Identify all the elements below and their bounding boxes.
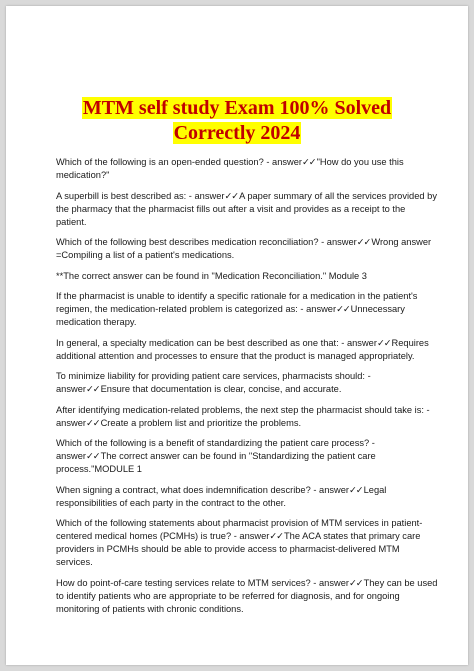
question-text: Which of the following best describes medication reconciliation? - answer (56, 237, 357, 247)
qa-item (56, 484, 438, 510)
answer-text: Create a problem list and prioritize the problems. (100, 417, 302, 428)
qa-item (56, 190, 438, 229)
question-text: How do point-of-care testing services relate to MTM services? - answer (56, 577, 349, 588)
checkmark-icon: ✓✓ (376, 337, 391, 348)
checkmark-icon: ✓✓ (85, 384, 100, 394)
answer-text: Requires additional attention and processes to ensure that the product is managed appropriately. (56, 337, 429, 361)
qa-item (56, 156, 438, 182)
checkmark-icon: ✓✓ (349, 484, 363, 495)
question-text: **The correct answer can be found in "Medication Reconciliation." Module 3 (56, 270, 367, 281)
title-line-2: Correctly 2024 (173, 122, 301, 144)
question-text: A superbill is best described as: - answer (56, 190, 225, 201)
question-text: To minimize liability for providing patient care services, pharmacists should: - answer (56, 371, 371, 394)
question-text: In general, a specialty medication can be best described as one that: - answer (56, 337, 377, 348)
checkmark-icon: ✓✓ (336, 304, 350, 314)
document-title (6, 96, 468, 146)
answer-text: A paper summary of all the services provided by the pharmacy that the pharmacist fills out after a visit and provides as a receipt to the patient. (56, 190, 437, 227)
question-text: When signing a contract, what does indemnification describe? - answer (56, 484, 350, 495)
question-text: If the pharmacist is unable to identify a specific rationale for a medication in the patient's regimen, the medication-related problem is categorized as: - answer (56, 291, 418, 314)
qa-item (56, 577, 438, 616)
question-text: Which of the following is an open-ended question? - answer (56, 157, 302, 167)
checkmark-icon: ✓✓ (224, 190, 239, 201)
checkmark-icon: ✓✓ (85, 451, 100, 461)
title-line-1: MTM self study Exam 100% Solved (82, 97, 392, 119)
qa-item (56, 370, 438, 396)
answer-text: The ACA states that primary care providers in PCMHs should be able to provide access to pharmacist-delivered MTM services. (56, 531, 421, 567)
answer-text: Legal responsibilities of each party in the contract to the other. (56, 484, 387, 508)
qa-item (56, 337, 438, 363)
checkmark-icon: ✓✓ (302, 157, 316, 167)
checkmark-icon: ✓✓ (85, 417, 100, 428)
answer-text: The correct answer can be found in "Standardizing the patient care process."MODULE 1 (56, 451, 376, 474)
qa-item (56, 290, 438, 329)
checkmark-icon: ✓✓ (269, 531, 283, 541)
answer-text: They can be used to identify patients who are appropriate to be referred for diagnosis, and for ongoing monitoring of patients with chronic conditions. (56, 577, 438, 614)
answer-text: Ensure that documentation is clear, concise, and accurate. (100, 384, 342, 394)
question-text: Which of the following statements about pharmacist provision of MTM services in patient-centered medical homes (PCMHs) is true? - answer (56, 518, 423, 541)
checkmark-icon: ✓✓ (356, 237, 371, 247)
checkmark-icon: ✓✓ (348, 577, 363, 588)
qa-item (56, 437, 438, 476)
qa-item (56, 404, 438, 430)
qa-item (56, 236, 438, 262)
qa-item (56, 517, 438, 569)
question-text: Which of the following is a benefit of standardizing the patient care process? - answer (56, 438, 375, 461)
question-text: After identifying medication-related problems, the next step the pharmacist should take is: - answer (56, 404, 430, 428)
answer-text: Unnecessary medication therapy. (56, 304, 405, 327)
answer-text: Wrong answer =Compiling a list of a patient's medications. (56, 237, 432, 260)
answer-text: "How do you use this medication?" (56, 157, 404, 180)
document-page (6, 6, 468, 665)
qa-item (56, 270, 438, 283)
question-answer-list (56, 156, 438, 623)
